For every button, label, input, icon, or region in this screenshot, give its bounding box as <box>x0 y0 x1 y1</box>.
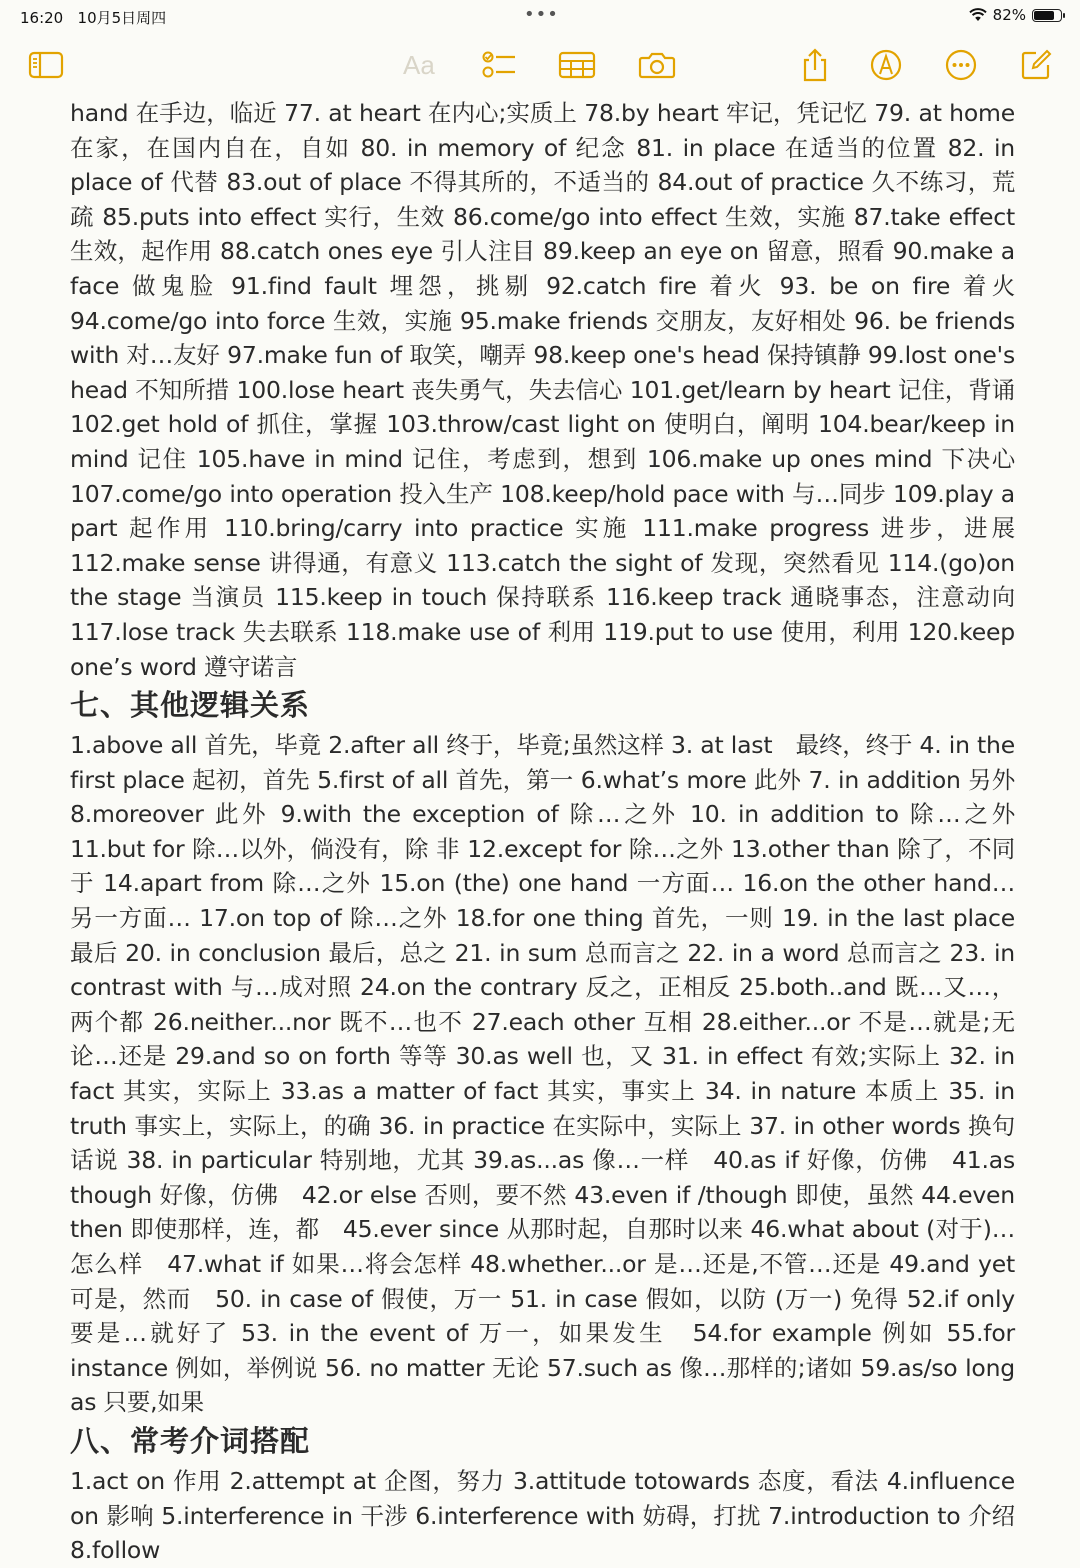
format-text-button[interactable]: Aa <box>403 50 435 80</box>
more-icon[interactable] <box>942 46 980 84</box>
note-paragraph-prepositions: 1.act on 作用 2.attempt at 企图，努力 3.attitude totowards 态度，看法 4.influence on 影响 5.interference in 干涉 6.interference with 妨碍，打扰 7.introduction to 介绍 8.follow <box>70 1466 1015 1565</box>
camera-icon[interactable] <box>638 46 676 84</box>
table-icon[interactable] <box>558 46 596 84</box>
share-icon[interactable] <box>796 46 834 84</box>
note-body[interactable] <box>70 96 1015 1568</box>
section-heading-prepositions: 八、常考介词搭配 <box>70 1423 311 1458</box>
note-paragraph-phrases: hand 在手边，临近 77. at heart 在内心;实质上 78.by heart 牢记，凭记忆 79. at home 在家，在国内自在，自如 80. in memory of 纪念 81. in place 在适当的位置 82. in place of 代替 83.out of place 不得其所的，不适当的 84.out of practice 久不练习，荒疏 85.puts into effect 实行，生效 86.come/go into effect 生效，实施 87.take effect 生效，起作用 88.catch ones eye 引人注目 89.keep an eye on 留意，照看 90.make a face 做鬼脸 91.find fault 埋怨，挑剔 92.catch fire 着火 93. be on fire 着火 94.come/go into force 生效，实施 95.make friends 交朋友，友好相处 96. be friends with 对…友好 97.make fun of 取笑，嘲弄 98.keep one's head 保持镇静 99.lost one's head 不知所措 100.lose heart 丧失勇气，失去信心 101.get/learn by heart 记住，背诵 102.get hold of 抓住，掌握 103.throw/cast light on 使明白，阐明 104.bear/keep in mind 记住 105.have in mind 记住，考虑到，想到 106.make up ones mind 下决心 107.come/go into operation 投入生产 108.keep/hold pace with 与…同步 109.play a part 起作用 110.bring/carry into practice 实施 111.make progress 进步，进展 112.make sense 讲得通，有意义 113.catch the sight of 发现，突然看见 114.(go)on the stage 当演员 115.keep in touch 保持联系 116.keep track 通晓事态，注意动向 117.lose track 失去联系 118.make use of 利用 119.put to use 使用，利用 120.keep one’s word 遵守诺言 <box>70 99 1015 681</box>
wifi-icon <box>969 8 987 22</box>
status-right <box>969 6 1062 24</box>
section-heading-logic: 七、其他逻辑关系 <box>70 688 311 723</box>
multitasking-dots-icon[interactable]: ••• <box>524 4 559 25</box>
status-date: 10月5日周四 <box>77 9 167 27</box>
note-paragraph-logic: 1.above all 首先，毕竟 2.after all 终于，毕竟;虽然这样 3. at last 最终，终于 4. in the first place 起初，首先 5.first of all 首先，第一 6.what’s more 此外 7. in addition 另外 8.moreover 此外 9.with the exception of 除…之外 10. in addition to 除…之外 11.but for 除…以外，倘没有，除 非 12.except for 除…之外 13.other than 除了，不同于 14.apart from 除…之外 15.on (the) one hand 一方面… 16.on the other hand… 另一方面… 17.on top of 除…之外 18.for one thing 首先，一则 19. in the last place 最后 20. in conclusion 最后，总之 21. in sum 总而言之 22. in a word 总而言之 23. in contrast with 与…成对照 24.on the contrary 反之，正相反 25.both..and 既…又…，两个都 26.neither...nor 既不…也不 27.each other 互相 28.either...or 不是…就是;无论…还是 29.and so on forth 等等 30.as well 也，又 31. in effect 有效;实际上 32. in fact 其实，实际上 33.as a matter of fact 其实，事实上 34. in nature 本质上 35. in truth 事实上，实际上，的确 36. in practice 在实际中，实际上 37. in other words 换句话说 38. in particular 特别地，尤其 39.as...as 像…一样 40.as if 好像，仿佛 41.as though 好像，仿佛 42.or else 否则，要不然 43.even if /though 即使，虽然 44.even then 即使那样，连，都 45.ever since 从那时起，自那时以来 46.what about (对于)…怎么样 47.what if 如果…将会怎样 48.whether...or 是…还是,不管…还是 49.and yet 可是，然而 50. in case of 假使，万一 51. in case 假如，以防 (万一) 免得 52.if only 要是…就好了 53. in the event of 万一，如果发生 54.for example 例如 55.for instance 例如，举例说 56. no matter 无论 57.such as 像…那样的;诸如 59.as/so long as 只要,如果 <box>70 731 1015 1417</box>
compose-icon[interactable] <box>1017 46 1055 84</box>
status-time: 16:20 10月5日周四 <box>20 9 167 27</box>
markup-icon[interactable] <box>867 46 905 84</box>
notes-toolbar <box>0 40 1080 90</box>
battery-icon <box>1032 9 1062 22</box>
battery-percent: 82% <box>992 6 1026 24</box>
checklist-icon[interactable] <box>480 46 518 84</box>
sidebar-icon[interactable] <box>27 46 65 84</box>
status-bar <box>0 0 1080 34</box>
